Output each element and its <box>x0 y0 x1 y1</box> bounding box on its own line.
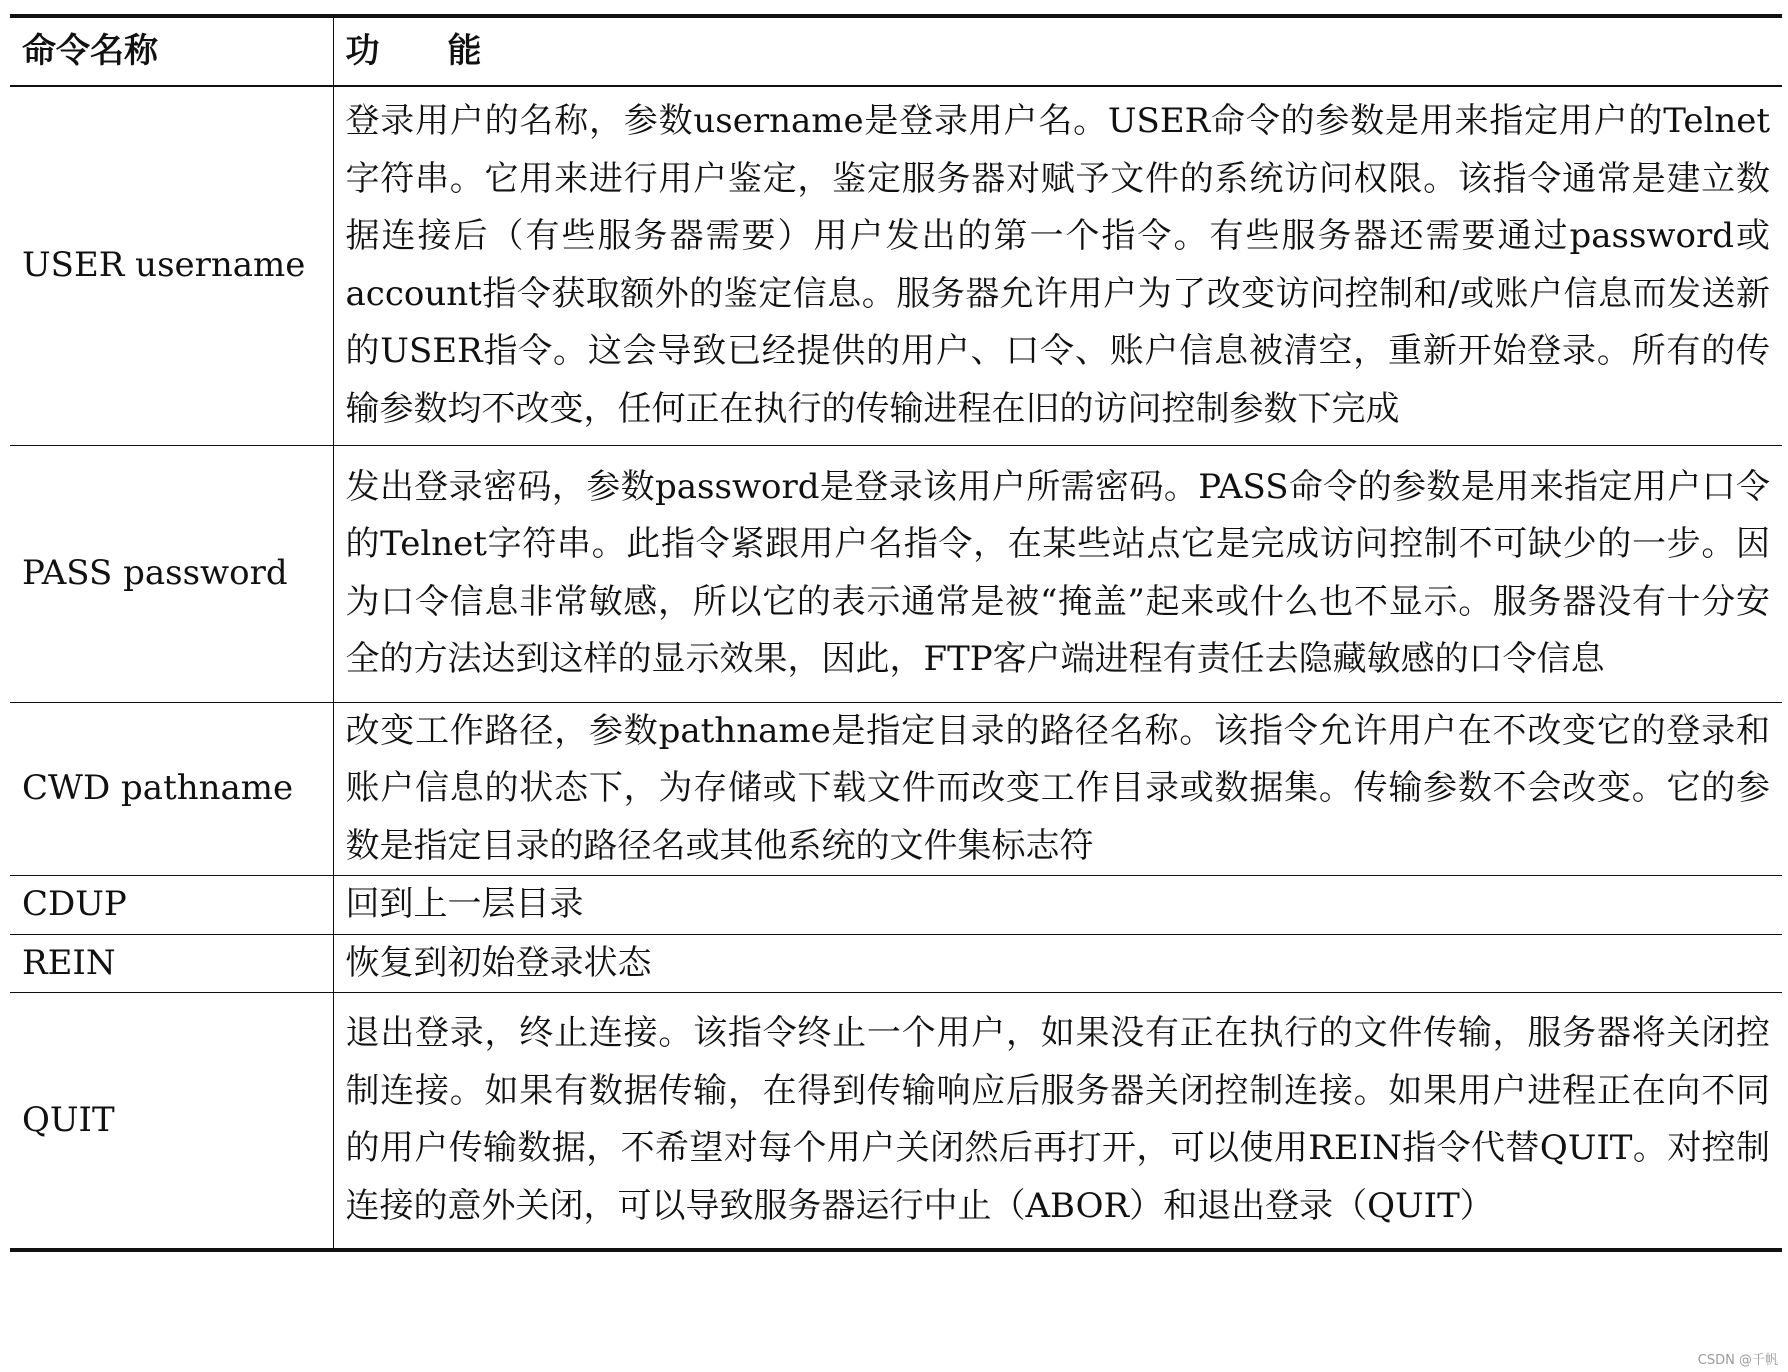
command-cell: USER username <box>10 86 333 445</box>
table-row-quit <box>10 993 1782 1250</box>
description-cell: 登录用户的名称，参数username是登录用户名。USER命令的参数是用来指定用户的Telnet字符串。它用来进行用户鉴定，鉴定服务器对赋予文件的系统访问权限。该指令通常是建立数据连接后（有些服务器需要）用户发出的第一个指令。有些服务器还需要通过password或account指令获取额外的鉴定信息。服务器允许用户为了改变访问控制和/或账户信息而发送新的USER指令。这会导致已经提供的用户、口令、账户信息被清空，重新开始登录。所有的传输参数均不改变，任何正在执行的传输进程在旧的访问控制参数下完成 <box>345 101 1770 429</box>
description-cell: 发出登录密码，参数password是登录该用户所需密码。PASS命令的参数是用来指定用户口令的Telnet字符串。此指令紧跟用户名指令，在某些站点它是完成访问控制不可缺少的一步。因为口令信息非常敏感，所以它的表示通常是被“掩盖”起来或什么也不显示。服务器没有十分安全的方法达到这样的显示效果，因此，FTP客户端进程有责任去隐藏敏感的口令信息 <box>345 466 1770 679</box>
description-cell: 回到上一层目录 <box>345 884 584 924</box>
description-cell: 恢复到初始登录状态 <box>345 942 652 983</box>
ftp-command-table <box>10 14 1782 1252</box>
command-table <box>10 14 1782 1252</box>
header-function: 功 能 <box>345 30 482 71</box>
description-cell: 退出登录，终止连接。该指令终止一个用户，如果没有正在执行的文件传输，服务器将关闭控制连接。如果有数据传输，在得到传输响应后服务器关闭控制连接。如果用户进程正在向不同的用户传输数据，不希望对每个用户关闭然后再打开，可以使用REIN指令代替QUIT。对控制连接的意外关闭，可以导致服务器运行中止（ABOR）和退出登录（QUIT） <box>345 1013 1770 1226</box>
command-cell: REIN <box>10 934 333 993</box>
header-command-name: 命令名称 <box>10 16 333 86</box>
command-cell: QUIT <box>10 993 333 1250</box>
table-row-rein <box>10 934 1782 993</box>
watermark: CSDN @千帆 <box>1697 1353 1778 1368</box>
table-row-user <box>10 86 1782 445</box>
command-cell: PASS password <box>10 445 333 702</box>
table-header <box>10 16 1782 86</box>
description-cell: 改变工作路径，参数pathname是指定目录的路径名称。该指令允许用户在不改变它的登录和账户信息的状态下，为存储或下载文件而改变工作目录或数据集。传输参数不会改变。它的参数是指定目录的路径名或其他系统的文件集标志符 <box>345 710 1770 866</box>
table-row-pass <box>10 445 1782 702</box>
table-row-cdup <box>10 876 1782 935</box>
table-row-cwd <box>10 702 1782 876</box>
header-row <box>10 16 1782 86</box>
command-cell: CWD pathname <box>10 702 333 876</box>
command-cell: CDUP <box>10 876 333 935</box>
table-body <box>10 86 1782 1250</box>
